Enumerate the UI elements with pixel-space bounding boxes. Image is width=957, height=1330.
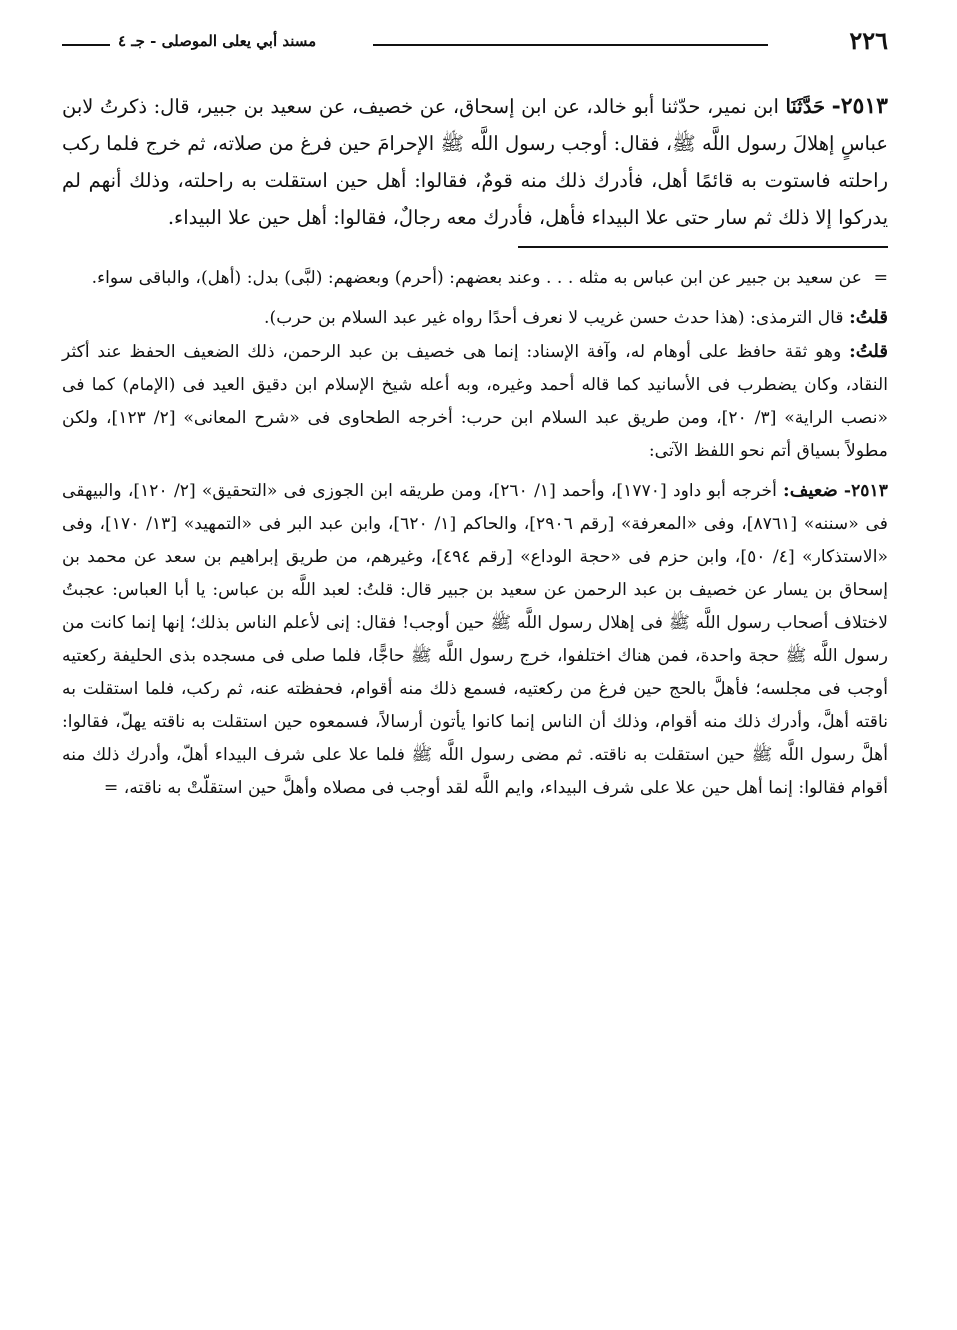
page-number: ٢٢٦ — [849, 26, 888, 55]
continuation-mark: = — [873, 267, 888, 288]
takhrij-note — [62, 474, 888, 805]
hadith-opening-word: حَدَّثَنَا — [785, 95, 826, 118]
running-header — [62, 26, 888, 66]
takhrij-label: ضعيف: — [783, 479, 838, 501]
hadith-body: ابن نمير، حدّثنا أبو خالد، عن ابن إسحاق، عن خصيف، عن سعيد بن جبير، قال: ذكرتُ لابن عباسٍ إهلالَ رسول اللَّه ﷺ، فقال: أوجب رسول اللَّه ﷺ الإحرامَ حين فرغ من صلاته، ثم خرج فلما ركب راحلته فاستوت به قائمًا أهل، فأدرك ذلك منه قومٌ، فقالوا: أهل حين استقلت به راحلته، وذلك أنهم لم يدركوا إلا ذلك ثم سار حتى علا البيداء فأهل، فأدرك معه رجالٌ، فقالوا: أهل حين علا البيداء. — [62, 95, 888, 229]
running-title: مسند أبي يعلى الموصلى - جـ ٤ — [118, 32, 317, 50]
footnote-separator — [518, 246, 888, 248]
hadith-number: ٢٥١٣- — [831, 93, 888, 119]
footnote-continuation — [62, 262, 888, 295]
qult-text-1: قال الترمذى: (هذا حدث حسن غريب لا نعرف أحدًا رواه غير عبد السلام بن حرب). — [264, 307, 844, 328]
qult-note-2 — [62, 335, 888, 468]
takhrij-number: ٢٥١٣- — [843, 480, 888, 501]
header-rule-left — [62, 44, 110, 46]
qult-label-1: قلتُ: — [849, 306, 888, 328]
qult-text-2: وهو ثقة حافظ على أوهام له، وآفة الإسناد: إنما هى خصيف بن عبد الرحمن، ذلك الضعيف الحفظ عند أكثر النقاد، وكان يضطرب فى الأسانيد كما قاله أحمد وغيره، وبه أعله شيخ الإسلام ابن دقيق العيد فى (الإمام) كما فى «نصب الراية» [٣/ ٢٠]، ومن طريق عبد السلام ابن حرب: أخرجه الطحاوى فى «شرح المعانى» [٢/ ١٢٣]، ولكن مطولاً بسياق أتم نحو اللفظ الآتى: — [62, 341, 888, 461]
takhrij-text: أخرجه أبو داود [١٧٧٠]، وأحمد [١/ ٢٦٠]، ومن طريقه ابن الجوزى فى «التحقيق» [٢/ ١٢٠]، والبيهقى فى «سننه» [٨٧٦١]، وفى «المعرفة» [رقم ٢٩٠٦]، والحاكم [١/ ٦٢٠]، وابن عبد البر فى «التمهيد» [١٣/ ١٧٠]، وفى «الاستذكار» [٤/ ٥٠]، وابن حزم فى «حجة الوداع» [رقم ٤٩٤]، وغيرهم، من طريق إبراهيم بن سعد عن محمد بن إسحاق بن يسار عن خصيف بن عبد الرحمن عن سعيد بن جبير قال: قلتُ: لعبد اللَّه بن عباس: يا أبا العباس: عجبتُ لاختلاف أصحاب رسول اللَّه ﷺ فى إهلال رسول اللَّه ﷺ حين أوجب! فقال: إنى لأعلم الناس بذلك؛ إنها إنما كانت من رسول اللَّه ﷺ حجة واحدة، فمن هناك اختلفوا، خرج رسول اللَّه ﷺ حاجًّا، فلما صلى فى مسجده بذى الحليفة ركعتيه أوجب فى مجلسه؛ فأهلَّ بالحج حين فرغ من ركعتيه، فسمع ذلك منه أقوام، فحفظته عنه، ثم ركب، فلما استقلت به ناقته أهلَّ، وأدرك ذلك منه أقوام، وذلك أن الناس إنما كانوا يأتون أرسالاً، فسمعوه حين استقلت به ناقته يهلّ، فقالوا: أهلَّ رسول اللَّه ﷺ حين استقلت به ناقته. ثم مضى رسول اللَّه ﷺ فلما علا على شرف البيداء أهلّ، وأدرك ذلك منه أقوام فقالوا: إنما أهل حين علا على شرف البيداء، وايم اللَّه لقد أوجب فى مصلاه وأهلَّ حين استقلّتْ به ناقته، = — [62, 480, 888, 798]
qult-label-2: قلتُ: — [849, 340, 888, 362]
page — [62, 26, 888, 805]
footnotes — [62, 262, 888, 805]
hadith-text-block — [62, 88, 888, 236]
header-rule-right — [373, 44, 768, 46]
continuation-text: عن سعيد بن جبير عن ابن عباس به مثله . . . وعند بعضهم: (أحرم) وبعضهم: (لبَّى) بدل: (أهل)، والباقى سواء. — [91, 267, 862, 288]
qult-note-1 — [62, 301, 888, 335]
